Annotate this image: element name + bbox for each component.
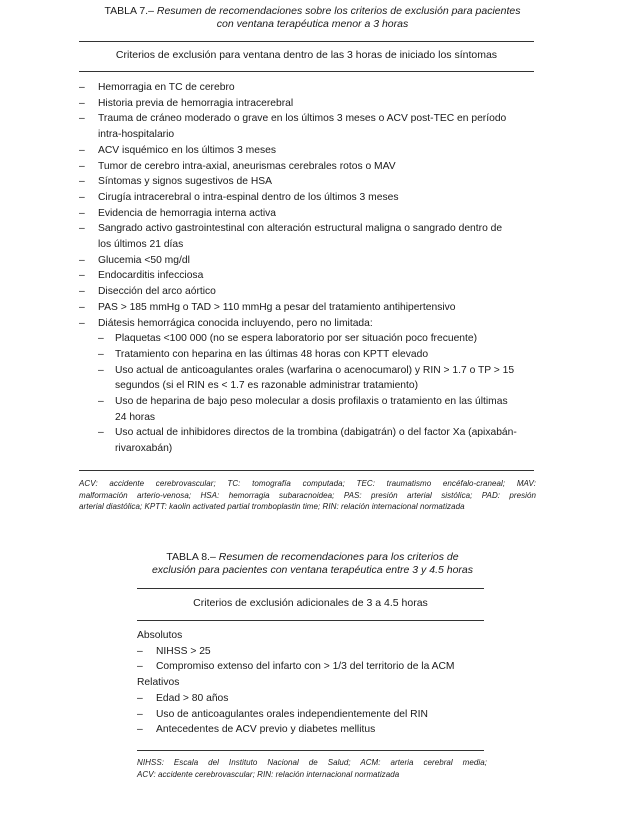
dash-bullet: – <box>137 724 143 736</box>
table7-caption-text-line2: con ventana terapéutica menor a 3 horas <box>216 18 409 30</box>
list-item-text: Tumor de cerebro intra-axial, aneurismas cerebrales rotos o MAV <box>98 160 396 172</box>
list-item <box>137 722 487 738</box>
dash-bullet: – <box>79 144 85 156</box>
sublist-item <box>98 394 539 425</box>
footnote-line: ACV: accidente cerebrovascular; TC: tomografía computada; TEC: traumatismo encéfalo-craneal; MAV: <box>79 479 536 488</box>
table8-caption-text-line1: Resumen de recomendaciones para los criterios de <box>218 551 459 563</box>
list-item-text: Historia previa de hemorragia intracerebral <box>98 97 294 109</box>
list-item-text: los últimos 21 días <box>98 239 184 251</box>
list-item <box>79 80 539 96</box>
footnote-line: malformación arterio-venosa; HSA: hemorragia subaracnoidea; PAS: presión arterial sistólica; PAD: presión <box>79 490 536 500</box>
list-item-text: Sangrado activo gastrointestinal con alteración estructural maligna o sangrado dentro de <box>98 223 503 235</box>
list-item <box>79 174 539 190</box>
table7-bottom-rule <box>79 470 534 471</box>
dash-bullet: – <box>79 82 85 93</box>
list-item-text: Plaquetas <100 000 (no se espera laboratorio por ser situación poco frecuente) <box>115 333 478 345</box>
dash-bullet: – <box>98 396 104 408</box>
table8-absolutos-list <box>137 644 487 675</box>
list-item-text: Compromiso extenso del infarto con > 1/3 del territorio de la ACM <box>156 661 455 673</box>
list-item-text: intra-hospitalario <box>98 129 175 141</box>
dash-bullet: – <box>137 692 143 704</box>
table8-criteria-body <box>137 628 487 738</box>
list-item-text: rivaroxabán) <box>115 443 173 455</box>
table8-caption-text-line2: exclusión para pacientes con ventana terapéutica entre 3 y 4.5 horas <box>151 564 474 576</box>
list-item <box>79 206 539 222</box>
dash-bullet: – <box>79 317 85 329</box>
list-item <box>79 159 539 175</box>
list-item-text: Uso actual de anticoagulantes orales (warfarina o acenocumarol) y RIN > 1.7 o TP > 15 <box>115 364 515 376</box>
footnote-line: NIHSS: Escala del Instituto Nacional de Salud; ACM: arteria cerebral media; <box>137 758 487 767</box>
list-item <box>79 268 539 284</box>
list-item <box>79 316 539 457</box>
dash-bullet: – <box>79 254 85 266</box>
table7-criteria-list <box>79 80 539 457</box>
list-item <box>79 284 539 300</box>
list-item-text: Uso de anticoagulantes orales independientemente del RIN <box>156 708 428 720</box>
dash-bullet: – <box>98 427 104 439</box>
table8-top-rule <box>137 588 484 589</box>
list-item <box>79 190 539 206</box>
sublist-item <box>98 425 539 456</box>
list-item-text: 24 horas <box>115 411 156 423</box>
table8-bottom-rule <box>137 750 484 751</box>
list-item <box>137 691 487 707</box>
table8-caption-number: TABLA 8.– <box>166 551 216 563</box>
dash-bullet: – <box>98 348 104 360</box>
list-item-text: Uso actual de inhibidores directos de la trombina (dabigatrán) o del factor Xa (apixabán- <box>115 427 517 439</box>
footnote-line: arterial diastólica; KPTT: kaolin activated partial tromboplastin time; RIN: relación internacional normatizada <box>79 502 465 511</box>
table8-header: Criterios de exclusión adicionales de 3 a 4.5 horas <box>193 597 428 609</box>
dash-bullet: – <box>79 97 85 109</box>
list-item-text: NIHSS > 25 <box>156 645 211 657</box>
table7-header-rule <box>79 71 534 72</box>
list-item-text: Edad > 80 años <box>156 692 229 704</box>
list-item <box>137 644 487 660</box>
list-item-text: Tratamiento con heparina en las últimas 48 horas con KPTT elevado <box>115 348 429 360</box>
list-item <box>137 659 487 675</box>
table8-absolutos-label: Absolutos <box>137 630 183 641</box>
list-item-text: Síntomas y signos sugestivos de HSA <box>98 176 272 188</box>
dash-bullet: – <box>137 645 143 657</box>
dash-bullet: – <box>79 223 85 235</box>
dash-bullet: – <box>79 270 85 282</box>
table8-caption <box>100 551 525 577</box>
table7-caption <box>60 5 565 31</box>
dash-bullet: – <box>79 301 85 313</box>
dash-bullet: – <box>79 113 85 125</box>
list-item <box>79 111 539 142</box>
list-item-text: Uso de heparina de bajo peso molecular a dosis profilaxis o tratamiento en las últimas <box>115 396 508 408</box>
table7-caption-text-line1: Resumen de recomendaciones sobre los criterios de exclusión para pacientes <box>156 5 521 17</box>
list-item-text: Evidencia de hemorragia interna activa <box>98 207 277 219</box>
table7-header: Criterios de exclusión para ventana dentro de las 3 horas de iniciado los síntomas <box>115 49 498 61</box>
table8-relativos-list <box>137 691 487 738</box>
dash-bullet: – <box>79 176 85 188</box>
dash-bullet: – <box>79 191 85 203</box>
table7-sublist <box>98 331 539 457</box>
list-item-text: Antecedentes de ACV previo y diabetes mellitus <box>156 724 376 736</box>
list-item-text: Trauma de cráneo moderado o grave en los últimos 3 meses o ACV post-TEC en período <box>98 113 507 125</box>
list-item-text: Cirugía intracerebral o intra-espinal dentro de los últimos 3 meses <box>98 191 399 203</box>
list-item-text: Glucemia <50 mg/dl <box>98 254 190 266</box>
list-item-text: ACV isquémico en los últimos 3 meses <box>98 144 276 156</box>
list-item <box>79 96 539 112</box>
list-item-text: Disección del arco aórtico <box>98 286 216 298</box>
list-item-text: PAS > 185 mmHg o TAD > 110 mmHg a pesar del tratamiento antihipertensivo <box>98 301 456 313</box>
table7-footnotes <box>79 478 536 513</box>
dash-bullet: – <box>137 708 143 720</box>
table8-relativos-label: Relativos <box>137 677 180 689</box>
dash-bullet: – <box>79 207 85 219</box>
dash-bullet: – <box>137 661 143 673</box>
dash-bullet: – <box>79 160 85 172</box>
list-item <box>137 707 487 723</box>
table7-top-rule <box>79 41 534 42</box>
list-item-text: Hemorragia en TC de cerebro <box>98 82 235 93</box>
list-item <box>79 300 539 316</box>
sublist-item <box>98 331 539 347</box>
list-item <box>79 143 539 159</box>
table8-footnotes <box>137 757 487 780</box>
dash-bullet: – <box>98 364 104 376</box>
dash-bullet: – <box>98 333 104 345</box>
footnote-line: ACV: accidente cerebrovascular; RIN: relación internacional normatizada <box>137 769 400 779</box>
sublist-item <box>98 363 539 394</box>
table7-caption-number: TABLA 7.– <box>104 5 154 17</box>
dash-bullet: – <box>79 286 85 298</box>
list-item <box>79 253 539 269</box>
table8-header-rule <box>137 620 484 621</box>
list-item-text: Diátesis hemorrágica conocida incluyendo, pero no limitada: <box>98 317 373 329</box>
list-item-text: segundos (si el RIN es < 1.7 es razonable administrar tratamiento) <box>115 380 419 392</box>
list-item <box>79 221 539 252</box>
list-item-text: Endocarditis infecciosa <box>98 270 204 282</box>
sublist-item <box>98 347 539 363</box>
